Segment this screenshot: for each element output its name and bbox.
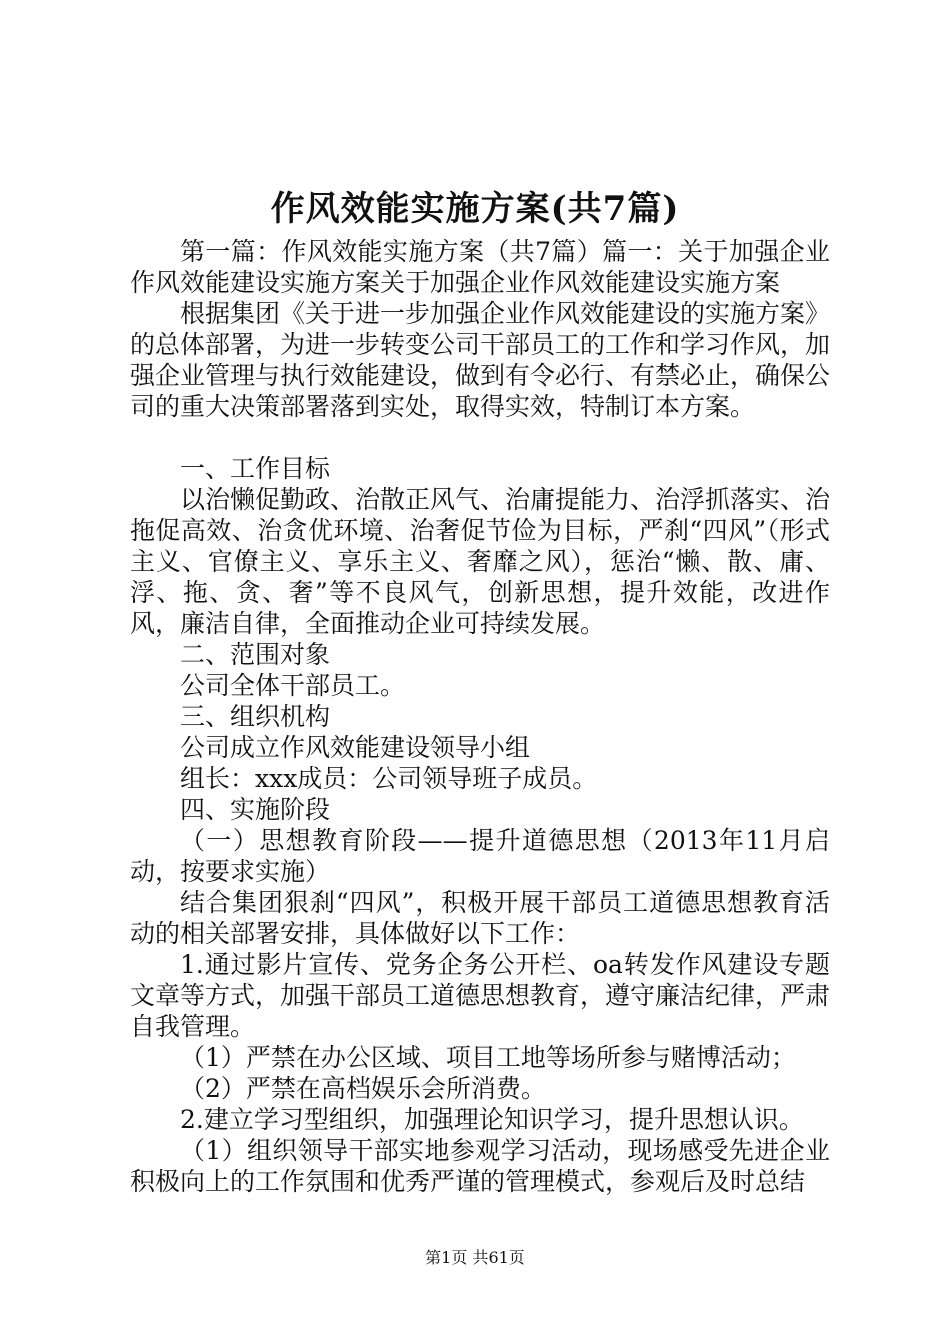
list-subitem-2-1: （1）组织领导干部实地参观学习活动，现场感受先进企业积极向上的工作氛围和优秀严谨的管理模式，参观后及时总结 <box>130 1136 830 1196</box>
list-item-2: 2.建立学习型组织，加强理论知识学习，提升思想认识。 <box>180 1105 804 1134</box>
paragraph-education-intro: 结合集团狠刹“四风”，积极开展干部员工道德思想教育活动的相关部署安排，具体做好以下工作： <box>130 888 830 948</box>
list-item-1: 1.通过影片宣传、党务企务公开栏、oa转发作风建设专题文章等方式，加强干部员工道德思想教育，遵守廉洁纪律，严肃自我管理。 <box>130 950 831 1041</box>
list-subitem-1-1: （1）严禁在办公区域、项目工地等场所参与赌博活动； <box>180 1043 796 1072</box>
paragraph-scope: 公司全体干部员工。 <box>180 671 406 700</box>
paragraph-organization: 公司成立作风效能建设领导小组 <box>180 733 531 762</box>
heading-work-goals: 一、工作目标 <box>180 454 331 483</box>
document-body <box>130 236 830 1197</box>
list-subitem-1-2: （2）严禁在高档娱乐会所消费。 <box>180 1074 546 1103</box>
paragraph-background: 根据集团《关于进一步加强企业作风效能建设的实施方案》的总体部署，为进一步转变公司干部员工的工作和学习作风，加强企业管理与执行效能建设，做到有令必行、有禁必止，确保公司的重大决策部署落到实处，取得实效，特制订本方案。 <box>130 299 831 421</box>
page-footer: 第1页 共61页 <box>425 1248 525 1267</box>
paragraph-members: 组长：xxx成员：公司领导班子成员。 <box>180 764 598 793</box>
subheading-education-phase: （一）思想教育阶段——提升道德思想（2013年11月启动，按要求实施） <box>130 826 830 886</box>
paragraph-intro: 第一篇：作风效能实施方案（共7篇）篇一：关于加强企业作风效能建设实施方案关于加强企业作风效能建设实施方案 <box>130 237 830 297</box>
heading-organization: 三、组织机构 <box>180 702 331 731</box>
paragraph-work-goals: 以治懒促勤政、治散正风气、治庸提能力、治浮抓落实、治拖促高效、治贪优环境、治奢促节俭为目标，严刹“四风”（形式主义、官僚主义、享乐主义、奢靡之风），惩治“懒、散、庸、浮、拖、贪、奢”等不良风气，创新思想，提升效能，改进作风，廉洁自律，全面推动企业可持续发展。 <box>130 485 831 638</box>
document-title: 作风效能实施方案(共7篇) <box>270 189 680 229</box>
heading-scope: 二、范围对象 <box>180 640 331 669</box>
heading-phases: 四、实施阶段 <box>180 795 331 824</box>
